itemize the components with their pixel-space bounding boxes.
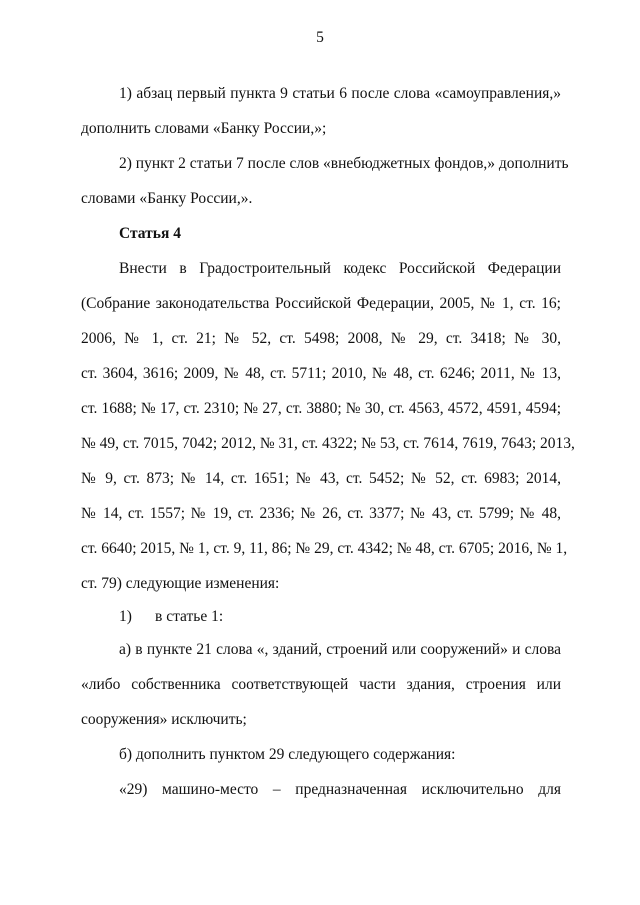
paragraph-line: сооружения» исключить;	[81, 711, 247, 728]
paragraph-line: «либо собственника соответствующей части здания, строения или	[81, 676, 561, 693]
article-heading: Статья 4	[119, 225, 181, 242]
paragraph-line: словами «Банку России,».	[81, 190, 253, 207]
paragraph-line: (Собрание законодательства Российской Федерации, 2005, № 1, ст. 16;	[81, 295, 561, 312]
paragraph-line: а) в пункте 21 слова «, зданий, строений или сооружений» и слова	[119, 641, 561, 658]
paragraph-line: ст. 1688; № 17, ст. 2310; № 27, ст. 3880; № 30, ст. 4563, 4572, 4591, 4594;	[81, 400, 561, 417]
page-number: 5	[316, 29, 324, 46]
paragraph-line: «29) машино-место – предназначенная исключительно для	[119, 781, 561, 798]
paragraph-line: № 14, ст. 1557; № 19, ст. 2336; № 26, ст. 3377; № 43, ст. 5799; № 48,	[81, 505, 561, 522]
list-item-number: 1)	[119, 608, 132, 625]
paragraph-line: 2006, № 1, ст. 21; № 52, ст. 5498; 2008, № 29, ст. 3418; № 30,	[81, 330, 561, 347]
paragraph-line: 2) пункт 2 статьи 7 после слов «внебюджетных фондов,» дополнить	[119, 155, 569, 172]
paragraph-line: № 49, ст. 7015, 7042; 2012, № 31, ст. 4322; № 53, ст. 7614, 7619, 7643; 2013,	[81, 435, 575, 452]
paragraph-line: ст. 3604, 3616; 2009, № 48, ст. 5711; 2010, № 48, ст. 6246; 2011, № 13,	[81, 365, 561, 382]
paragraph-line: б) дополнить пунктом 29 следующего содержания:	[119, 746, 456, 763]
paragraph-line: 1) абзац первый пункта 9 статьи 6 после слова «самоуправления,»	[119, 85, 561, 102]
paragraph-line: № 9, ст. 873; № 14, ст. 1651; № 43, ст. 5452; № 52, ст. 6983; 2014,	[81, 470, 561, 487]
paragraph-line: Внести в Градостроительный кодекс Российской Федерации	[119, 260, 561, 277]
paragraph-line: дополнить словами «Банку России,»;	[81, 120, 327, 137]
list-item-text: в статье 1:	[155, 608, 224, 625]
paragraph-line: ст. 6640; 2015, № 1, ст. 9, 11, 86; № 29, ст. 4342; № 48, ст. 6705; 2016, № 1,	[81, 540, 568, 557]
paragraph-line: ст. 79) следующие изменения:	[81, 575, 280, 592]
